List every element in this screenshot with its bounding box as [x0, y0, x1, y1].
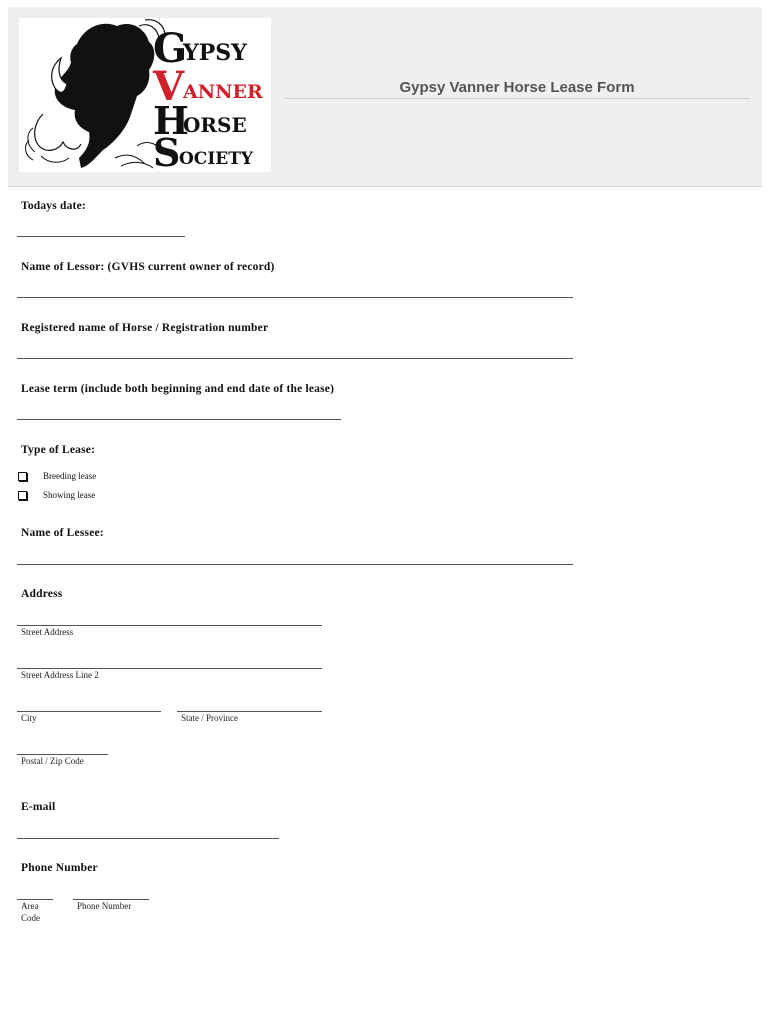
- area-code-sublabel-line1: Area: [21, 901, 39, 911]
- logo-text-line2: ANNER: [183, 81, 263, 103]
- showing-lease-label: Showing lease: [43, 490, 96, 500]
- lease-type-label: Type of Lease:: [21, 444, 96, 456]
- email-field[interactable]: [17, 838, 279, 839]
- phone-label: Phone Number: [21, 862, 98, 874]
- address-label: Address: [21, 588, 63, 600]
- email-label: E-mail: [21, 801, 56, 813]
- logo-letter-g: G: [153, 25, 188, 72]
- state-sublabel: State / Province: [181, 713, 238, 723]
- horse-field[interactable]: [17, 358, 573, 359]
- logo-letter-v: V: [153, 63, 185, 110]
- city-sublabel: City: [21, 713, 37, 723]
- breeding-lease-label: Breeding lease: [43, 471, 97, 481]
- checkbox-icon[interactable]: [18, 491, 27, 500]
- street-address-2-field[interactable]: [17, 668, 322, 669]
- logo-letter-s: S: [153, 130, 181, 172]
- city-field[interactable]: [17, 711, 161, 712]
- street-address-2-sublabel: Street Address Line 2: [21, 670, 99, 680]
- logo-text-line1: YPSY: [183, 40, 247, 66]
- horse-label: Registered name of Horse / Registration number: [21, 322, 269, 334]
- street-address-field[interactable]: [17, 625, 322, 626]
- lessee-field[interactable]: [17, 564, 573, 565]
- area-code-sublabel-line2: Code: [21, 913, 40, 923]
- lessor-label: Name of Lessor: (GVHS current owner of record): [21, 261, 275, 273]
- phone-number-field[interactable]: [73, 899, 149, 900]
- postal-sublabel: Postal / Zip Code: [21, 756, 84, 766]
- horse-head-icon: [19, 18, 271, 172]
- gvhs-logo: [19, 18, 271, 172]
- lease-term-field[interactable]: [17, 419, 341, 420]
- state-field[interactable]: [177, 711, 322, 712]
- lessor-field[interactable]: [17, 297, 573, 298]
- logo-letter-h: H: [153, 98, 189, 143]
- phone-number-sublabel: Phone Number: [77, 901, 132, 911]
- checkbox-icon[interactable]: [18, 472, 27, 481]
- breeding-lease-option[interactable]: [18, 471, 96, 481]
- logo-text-line3: ORSE: [183, 113, 247, 137]
- form-title: Gypsy Vanner Horse Lease Form: [284, 79, 750, 99]
- lessee-label: Name of Lessee:: [21, 527, 104, 539]
- street-address-sublabel: Street Address: [21, 627, 74, 637]
- logo-text-line4: OCIETY: [179, 149, 254, 169]
- todays-date-field[interactable]: [17, 236, 185, 237]
- form-header: [8, 7, 762, 187]
- postal-field[interactable]: [17, 754, 108, 755]
- area-code-field[interactable]: [17, 899, 53, 900]
- lease-term-label: Lease term (include both beginning and end date of the lease): [21, 383, 335, 395]
- todays-date-label: Todays date:: [21, 200, 86, 212]
- showing-lease-option[interactable]: [18, 490, 95, 500]
